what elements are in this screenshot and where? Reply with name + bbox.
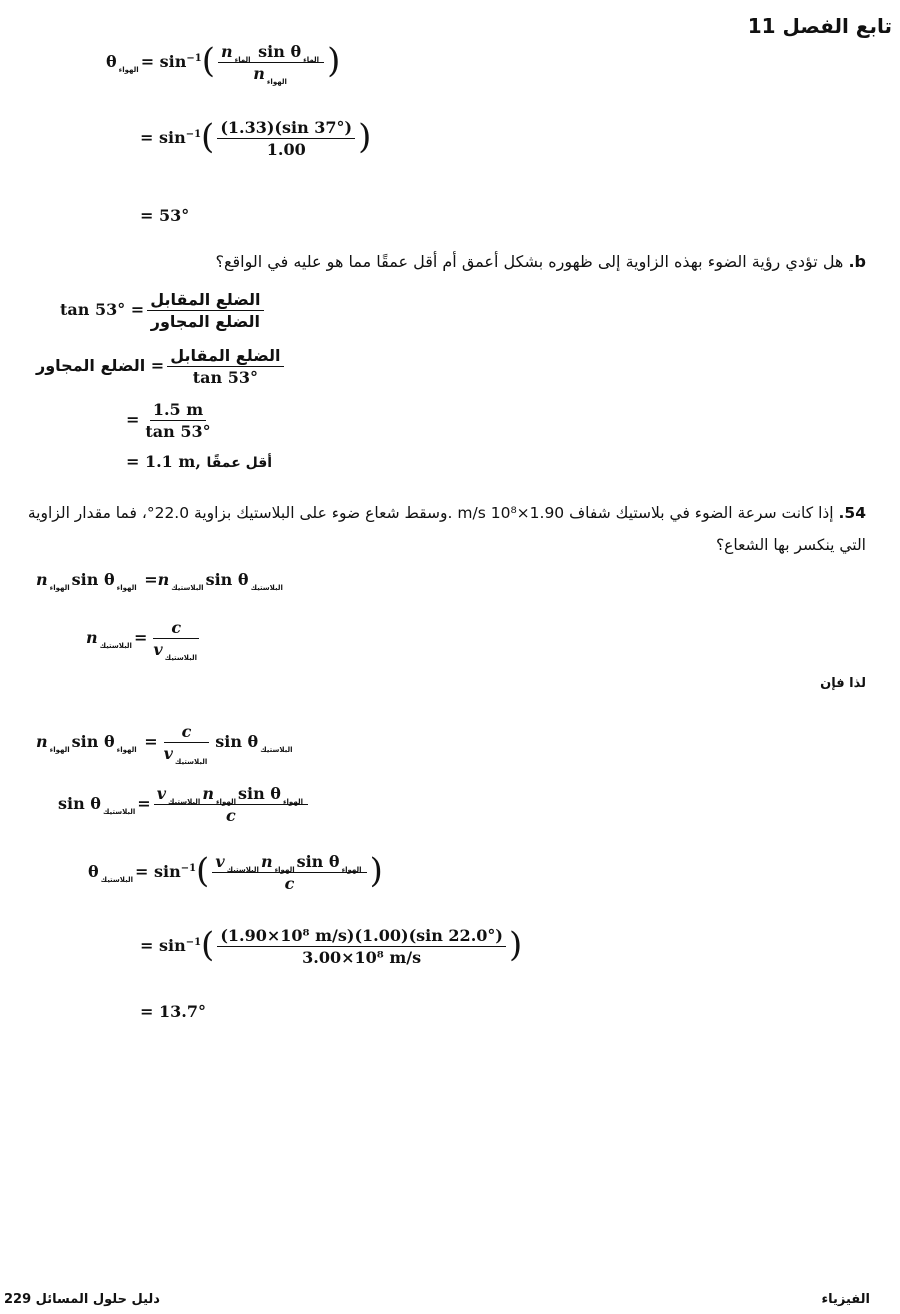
- equation-substituted: = $\sin^{-1}$( $\frac{(1.33)(\sin 37^\circ)}{1.00}$ ): [140, 116, 372, 159]
- index-plastic: n $_{البلاستيك}$ = $\frac{c}{v _{البلاستيك}}$: [86, 618, 205, 659]
- chapter-header: تابع الفصل 11: [747, 14, 892, 38]
- equation-theta-air: θ $_{الهواء} = \sin^{-1}$( $\frac{n _{الماء} \sin \theta _{الماء}}{n _{الهواء}}$ ): [106, 40, 341, 86]
- tan53-equation: tan 53° = $\frac{\text{الضلع المقابل}}{\text{الضلع المجاور}}$: [60, 290, 267, 331]
- problem-54-text: 54. إذا كانت سرعة الضوء في بلاستيك شفاف 1.90×10⁸ m/s .وسقط شعاع ضوء على البلاستيك بزاوية 22.0°، فما مقدار الزاوية: [27, 504, 866, 522]
- footer-left: دليل حلول المسائل 229: [4, 1292, 160, 1307]
- result-53: = 53°: [140, 206, 190, 225]
- numeric-substitution: = $\sin^{-1}$( $\frac{\text{(1.90×10⁸ m/s)(1.00)(sin 22.0°)}}{\text{3.00×10⁸ m/s}}$ ): [140, 924, 523, 967]
- so-label: لذا فإن: [820, 676, 866, 691]
- theta-plastic-inverse: θ $_{البلاستيك} = \sin^{-1}$( $\frac{v _{البلاستيك} n _{الهواء} \sin \theta _{الهواء}}{c}$ ): [88, 850, 383, 893]
- sin-theta-plastic: sin θ $_{البلاستيك}$ = $\frac{v _{البلاستيك} n _{الهواء} \sin \theta _{الهواء}}{c}$: [58, 784, 311, 825]
- combined-equation: n $_{الهواء}$ sin θ $_{الهواء}$ = $\frac{c}{v _{البلاستيك}}$ sin θ $_{البلاستيك}$: [36, 722, 293, 766]
- footer-right: الفيزياء: [821, 1292, 870, 1307]
- snell-law: n $_{الهواء}$ sin θ $_{الهواء}$ =n $_{البلاستيك}$ sin θ $_{البلاستيك}$: [36, 570, 283, 592]
- depth-result: = 1.1 m, أقل عمقًا: [126, 452, 273, 471]
- problem-54-text-line2: التي ينكسر بها الشعاع؟: [715, 536, 866, 554]
- adjacent-equation: الضلع المجاور = $\frac{\text{الضلع المقابل}}{\tan 53^\circ}$: [36, 346, 287, 387]
- part-b-question: b. هل تؤدي رؤية الضوء بهذه الزاوية إلى ظهوره بشكل أعمق أم أقل عمقًا مما هو عليه في الواقع؟: [215, 252, 866, 271]
- result-13-7: = 13.7°: [140, 1002, 206, 1021]
- adjacent-substituted: = $\frac{1.5 m}{\tan 53^\circ}$: [126, 400, 211, 441]
